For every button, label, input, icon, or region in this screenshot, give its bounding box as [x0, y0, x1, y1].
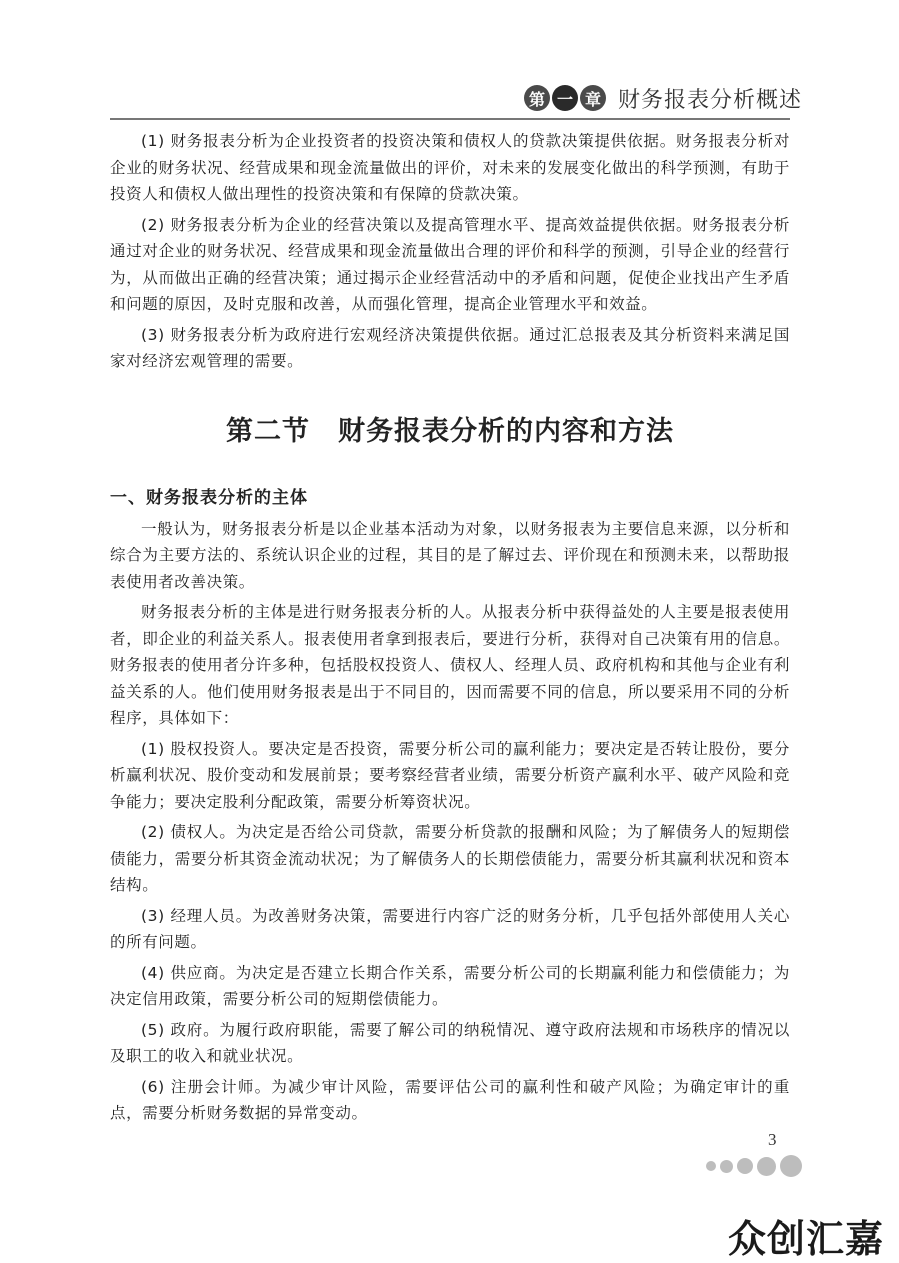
section-title: 第二节 财务报表分析的内容和方法: [226, 415, 674, 447]
list-item-government: (5) 政府。为履行政府职能，需要了解公司的纳税情况、遵守政府法规和市场秩序的情况以及职工的收入和就业状况。: [110, 1020, 790, 1065]
intro-paragraph-3: (3) 财务报表分析为政府进行宏观经济决策提供依据。通过汇总报表及其分析资料来满足国家对经济宏观管理的需要。: [110, 325, 790, 370]
page-number: 3: [768, 1130, 777, 1149]
watermark-logo: 众创汇嘉: [728, 1217, 885, 1261]
chapter-title: 财务报表分析概述: [618, 87, 803, 113]
intro-paragraph-2: (2) 财务报表分析为企业的经营决策以及提高管理水平、提高效益提供依据。财务报表分析通过对企业的财务状况、经营成果和现金流量做出合理的评价和科学的预测，引导企业的经营行为，从而做出正确的经营决策；通过揭示企业经营活动中的矛盾和问题，促使企业找出产生矛盾和问题的原因，及时克服和改善，从而强化管理，提高企业管理水平和效益。: [110, 215, 790, 313]
list-item-supplier: (4) 供应商。为决定是否建立长期合作关系，需要分析公司的长期赢利能力和偿债能力；为决定信用政策，需要分析公司的短期偿债能力。: [110, 963, 790, 1008]
list-item-creditor: (2) 债权人。为决定是否给公司贷款，需要分析贷款的报酬和风险；为了解债务人的短期偿债能力，需要分析其资金流动状况；为了解债务人的长期偿债能力，需要分析其赢利状况和资本结构。: [110, 823, 790, 894]
body-paragraph-1: 一般认为，财务报表分析是以企业基本活动为对象，以财务报表为主要信息来源，以分析和综合为主要方法的、系统认识企业的过程，其目的是了解过去、评价现在和预测未来，以帮助报表使用者改善决策。: [110, 519, 790, 591]
dot-icon: [780, 1155, 802, 1177]
decorative-dots: [706, 1155, 806, 1177]
dot-icon: [737, 1158, 753, 1174]
chapter-suffix-badge: 章: [580, 85, 606, 111]
list-item-equity-investor: (1) 股权投资人。要决定是否投资，需要分析公司的赢利能力；要决定是否转让股份，要分析赢利状况、股价变动和发展前景；要考察经营者业绩，需要分析资产赢利水平、破产风险和竞争能力；要决定股利分配政策，需要分析筹资状况。: [110, 739, 790, 811]
intro-paragraph-1: (1) 财务报表分析为企业投资者的投资决策和债权人的贷款决策提供依据。财务报表分析对企业的财务状况、经营成果和现金流量做出的评价，对未来的发展变化做出的科学预测，有助于投资人和债权人做出理性的投资决策和有保障的贷款决策。: [110, 132, 790, 203]
chapter-number-badge: 一: [552, 85, 578, 111]
list-item-manager: (3) 经理人员。为改善财务决策，需要进行内容广泛的财务分析，几乎包括外部使用人关心的所有问题。: [110, 906, 790, 951]
dot-icon: [757, 1157, 776, 1176]
header-divider: [110, 118, 790, 120]
dot-icon: [720, 1160, 733, 1173]
chapter-header: [524, 82, 802, 114]
chapter-prefix-badge: 第: [524, 85, 550, 111]
page-content: [110, 128, 790, 1127]
dot-icon: [706, 1161, 716, 1171]
subsection-title: 一、财务报表分析的主体: [110, 487, 308, 508]
list-item-cpa: (6) 注册会计师。为减少审计风险，需要评估公司的赢利性和破产风险；为确定审计的重点，需要分析财务数据的异常变动。: [110, 1077, 790, 1122]
body-paragraph-2: 财务报表分析的主体是进行财务报表分析的人。从报表分析中获得益处的人主要是报表使用者，即企业的利益关系人。报表使用者拿到报表后，要进行分析，获得对自己决策有用的信息。财务报表的使用者分许多种，包括股权投资人、债权人、经理人员、政府机构和其他与企业有利益关系的人。他们使用财务报表是出于不同目的，因而需要不同的信息，所以要采用不同的分析程序，具体如下：: [110, 603, 790, 727]
